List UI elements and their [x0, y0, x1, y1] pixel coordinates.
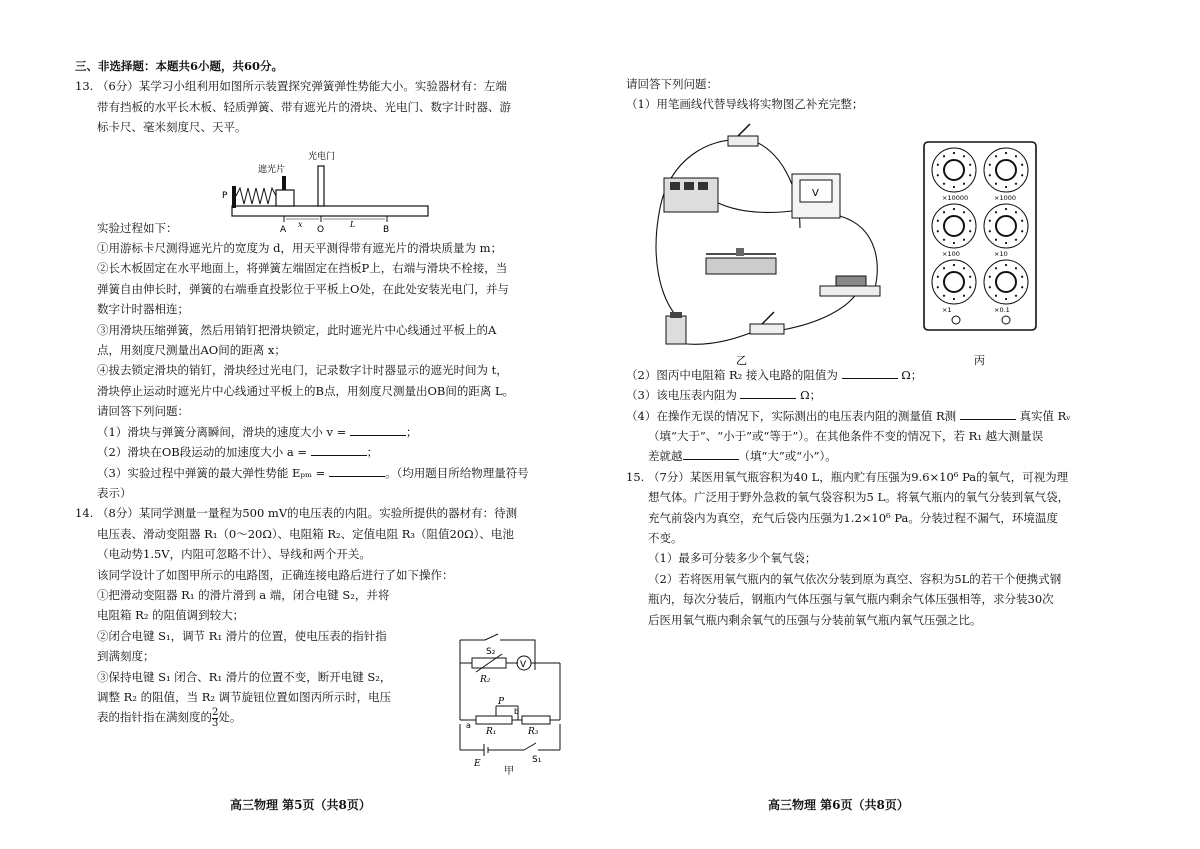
dial-tick [969, 230, 971, 232]
answer-blank[interactable] [740, 388, 796, 399]
terminal-left [952, 316, 960, 324]
section-title: 三、非选择题：本题共6小题，共60分。 [75, 59, 284, 73]
q14-step-4: ③保持电键 S₁ 闭合、R₁ 滑片的位置不变，断开电键 S₂， [97, 669, 392, 684]
q14-step-2: ②闭合电键 S₁，调节 R₁ 滑片的位置，使电压表的指针指 [97, 628, 387, 643]
q14-line-2: 电压表、滑动变阻器 R₁（0～20Ω）、电阻箱 R₂、定值电阻 R₃（阻值20Ω）、电池 [97, 526, 514, 541]
dial-tick [969, 276, 971, 278]
q13-number: 13. [75, 79, 94, 94]
dial-tick [1021, 174, 1023, 176]
battery-cell [666, 312, 686, 344]
label-R1: R₁ [486, 727, 497, 737]
label-B: B [383, 225, 390, 235]
photogate [318, 166, 324, 206]
dial-tick [989, 286, 991, 288]
answer-blank[interactable] [329, 466, 385, 477]
label-P: P [498, 697, 505, 707]
dial-tick [937, 164, 939, 166]
dial-tick [953, 208, 955, 210]
q14-step-1: 电阻箱 R₂ 的阻值调到较大； [97, 608, 245, 623]
sub4-line3: 差就越 （填“大”或“小”）。 [648, 449, 837, 464]
dial-tick [953, 264, 955, 266]
label-a: a [466, 721, 471, 730]
label-x: x [298, 220, 303, 229]
dial-tick [943, 183, 945, 185]
dial-tick [1015, 211, 1017, 213]
plate [232, 206, 428, 216]
dial-tick [937, 220, 939, 222]
dial-tick [937, 174, 939, 176]
q13-sub3: （3）实验过程中弹簧的最大弹性势能 Eₚₘ = 。（均用题目所给物理量符号 [97, 465, 529, 480]
q14-step-3: 到满刻度； [97, 649, 155, 664]
sub3: （3）该电压表内阻为 Ω； [626, 388, 822, 403]
svg-text:V: V [812, 188, 819, 199]
dial-knob [944, 160, 964, 180]
dial-multiplier: ×1 [942, 306, 952, 314]
dial-tick [1015, 155, 1017, 157]
label-b: b [514, 707, 520, 716]
dial-tick [1021, 286, 1023, 288]
answer-blank[interactable] [311, 445, 367, 456]
label-A: A [280, 225, 287, 235]
label-L: L [350, 220, 356, 229]
slider [276, 190, 294, 206]
figure-bing-resistance-box [922, 140, 1038, 370]
dial-multiplier: ×0.1 [994, 306, 1010, 314]
dial-tick [963, 155, 965, 157]
label-S2: S₂ [486, 647, 496, 657]
label-S1: S₁ [532, 755, 542, 765]
dial-tick [953, 298, 955, 300]
q13-step-2: ②长木板固定在水平地面上，将弹簧左端固定在挡板P上，右端与滑块不栓接，当 [97, 261, 508, 276]
q15-number: 15. [626, 469, 645, 484]
dial-tick [995, 155, 997, 157]
dial-tick [963, 267, 965, 269]
q14-step-6: 表的指针指在满刻度的 $\frac{2}{3}$ 处。 [97, 706, 242, 729]
dial-tick [995, 183, 997, 185]
dial-knob [996, 272, 1016, 292]
q13-step-1: ①用游标卡尺测得遮光片的宽度为 d，用天平测得带有遮光片的滑块质量为 m； [97, 241, 503, 256]
sub2: （2）图丙中电阻箱 R₂ 接入电路的阻值为 Ω； [626, 367, 923, 382]
dial-tick [963, 295, 965, 297]
answer-blank[interactable] [350, 425, 406, 436]
answer-blank[interactable] [960, 409, 1016, 420]
q14-line-4: 该同学设计了如图甲所示的电路图，正确连接电路后进行了如下操作： [97, 567, 454, 582]
dial-tick [995, 239, 997, 241]
fraction: $\frac{2}{3}$ [212, 706, 219, 729]
dial-tick [969, 164, 971, 166]
dial-tick [989, 220, 991, 222]
dial-tick [953, 242, 955, 244]
q13-apparatus-figure [222, 148, 432, 236]
dial-tick [1005, 298, 1007, 300]
q13-step-9: 请回答下列问题： [97, 404, 189, 419]
sub4-line1: （4）在操作无误的情况下，实际测出的电压表内阻的测量值 R测 真实值 Rᵥ [626, 408, 1071, 423]
dial-tick [937, 286, 939, 288]
dial-tick [1021, 220, 1023, 222]
dial-tick [989, 164, 991, 166]
q15-line-7: 瓶内，每次分装后，钢瓶内气体压强与氧气瓶内剩余气体压强相等，求分装30次 [648, 592, 1054, 607]
q14-line-3: （电动势1.5V，内阻可忽略不计）、导线和两个开关。 [97, 547, 371, 562]
dial-tick [989, 174, 991, 176]
dial-tick [953, 152, 955, 154]
switch-top [728, 124, 758, 146]
footer-right: 高三物理 第6页（共8页） [768, 798, 909, 812]
answer-blank[interactable] [842, 368, 898, 379]
dial-tick [1015, 267, 1017, 269]
q14-step-0: ①把滑动变阻器 R₁ 的滑片滑到 a 端，闭合电键 S₂，并将 [97, 587, 390, 602]
dial-tick [1005, 208, 1007, 210]
q15-line-1: 15. （7分）某医用氧气瓶容积为40 L，瓶内贮有压强为9.6×10⁶ Pa的氧气，可视为理 [626, 467, 1160, 487]
sub4-line2: （填“大于”、“小于”或“等于”）。在其他条件不变的情况下，若 R₁ 越大测量误 [648, 429, 1044, 444]
dial-tick [1021, 230, 1023, 232]
dial-tick [1015, 183, 1017, 185]
q13-line-1: 13. （6分）某学习小组利用如图所示装置探究弹簧弹性势能大小。实验器材有：左端 [75, 76, 572, 96]
label-R2: R₂ [480, 675, 491, 685]
dial-knob [996, 216, 1016, 236]
terminal-right [1002, 316, 1010, 324]
q13-step-8: 滑块停止运动时遮光片中心线通过平板上的B点，用刻度尺测量出OB间的距离 L。 [97, 383, 515, 398]
dial-multiplier: ×10000 [942, 194, 969, 202]
sub1: （1）用笔画线代替导线将实物图乙补充完整； [626, 97, 864, 112]
q13-line-3: 标卡尺、毫米刻度尺、天平。 [97, 120, 247, 135]
battery-box [664, 178, 718, 212]
q13-sub1: （1）滑块与弹簧分离瞬间，滑块的速度大小 v = ； [97, 424, 418, 439]
q13-step-4: 数字计时器相连； [97, 302, 189, 317]
circuit-diagram-jia [440, 630, 580, 778]
dial-tick [963, 211, 965, 213]
label-P: P [222, 191, 228, 201]
q15-line-2: 想气体。广泛用于野外急救的氧气袋容积为5 L。将氧气瓶内的氧气分装到氧气袋， [648, 490, 1070, 505]
dial-tick [1021, 164, 1023, 166]
label-V: V [520, 660, 527, 670]
spring [236, 188, 276, 204]
dial-tick [995, 267, 997, 269]
q14-number: 14. [75, 506, 94, 521]
dial-tick [953, 186, 955, 188]
dial-tick [1015, 295, 1017, 297]
answer-blank[interactable] [683, 449, 739, 460]
q14-step-5: 调整 R₂ 的阻值，当 R₂ 调节旋钮位置如图丙所示时，电压 [97, 689, 392, 704]
dial-tick [969, 220, 971, 222]
voltmeter-device [792, 174, 840, 218]
label-gate: 光电门 [308, 152, 336, 162]
label-yi: 乙 [736, 354, 747, 367]
q14-line-1: 14. （8分）某同学测量一量程为500 mV的电压表的内阻。实验所提供的器材有：待测 [75, 503, 572, 523]
label-shade: 遮光片 [258, 165, 286, 175]
q15-line-3: 充气前袋内为真空，充气后袋内压强为1.2×10⁶ Pa。分装过程不漏气，环境温度 [648, 510, 1058, 525]
dial-multiplier: ×10 [994, 250, 1008, 258]
q15-line-6: （2）若将医用氧气瓶内的氧气依次分装到原为真空、容积为5L的若干个便携式钢 [648, 571, 1062, 586]
dial-tick [1005, 152, 1007, 154]
dial-multiplier: ×1000 [994, 194, 1016, 202]
dial-tick [963, 239, 965, 241]
dial-knob [996, 160, 1016, 180]
q15-line-4: 不变。 [648, 531, 683, 546]
dial-tick [989, 230, 991, 232]
rheostat-device [706, 248, 776, 274]
dial-knob [944, 216, 964, 236]
footer-left: 高三物理 第5页（共8页） [230, 798, 371, 812]
q13-step-3: 弹簧自由伸长时，弹簧的右端垂直投影位于平板上O处，在此处安装光电门，并与 [97, 281, 509, 296]
q13-step-6: 点，用刻度尺测量出AO间的距离 x； [97, 343, 286, 358]
dial-tick [1005, 264, 1007, 266]
q13-step-5: ③用滑块压缩弹簧，然后用销钉把滑块锁定，此时遮光片中心线通过平板上的A [97, 322, 497, 337]
label-bing: 丙 [974, 354, 985, 367]
dial-tick [995, 295, 997, 297]
dial-tick [1005, 242, 1007, 244]
dial-tick [937, 276, 939, 278]
resistor-device [820, 276, 880, 296]
q13-line-2: 带有挡板的水平长木板、轻质弹簧、带有遮光片的滑块、光电门、数字计时器、游 [97, 99, 511, 114]
dial-multiplier: ×100 [942, 250, 960, 258]
dial-tick [943, 267, 945, 269]
intro: 请回答下列问题： [626, 77, 718, 91]
dial-tick [1021, 276, 1023, 278]
dial-tick [943, 239, 945, 241]
label-E: E [474, 759, 481, 769]
dial-tick [1015, 239, 1017, 241]
label-jia: 甲 [504, 766, 514, 777]
dial-knob [944, 272, 964, 292]
q15-line-5: （1）最多可分装多少个氧气袋； [648, 551, 817, 566]
figure-yi-apparatus [650, 118, 890, 368]
label-R3: R₃ [528, 727, 539, 737]
label-O: O [317, 225, 325, 235]
dial-tick [963, 183, 965, 185]
q13-sub3-line2: 表示） [97, 485, 132, 500]
dial-tick [1005, 186, 1007, 188]
shade-plate [282, 176, 286, 190]
dial-tick [943, 155, 945, 157]
stopper [232, 186, 236, 208]
dial-tick [943, 295, 945, 297]
q15-line-8: 后医用氧气瓶内剩余氧气的压强与分装前氧气瓶内氧气压强之比。 [648, 612, 982, 627]
dial-tick [943, 211, 945, 213]
dial-tick [969, 286, 971, 288]
dial-tick [989, 276, 991, 278]
dial-tick [995, 211, 997, 213]
q13-sub2: （2）滑块在OB段运动的加速度大小 a = ； [97, 445, 379, 460]
q13-step-7: ④拔去锁定滑块的销钉，滑块经过光电门，记录数字计时器显示的遮光时间为 t， [97, 363, 508, 378]
switch-bottom [750, 312, 784, 334]
dial-tick [969, 174, 971, 176]
dial-tick [937, 230, 939, 232]
q13-step-0: 实验过程如下： [97, 220, 178, 235]
